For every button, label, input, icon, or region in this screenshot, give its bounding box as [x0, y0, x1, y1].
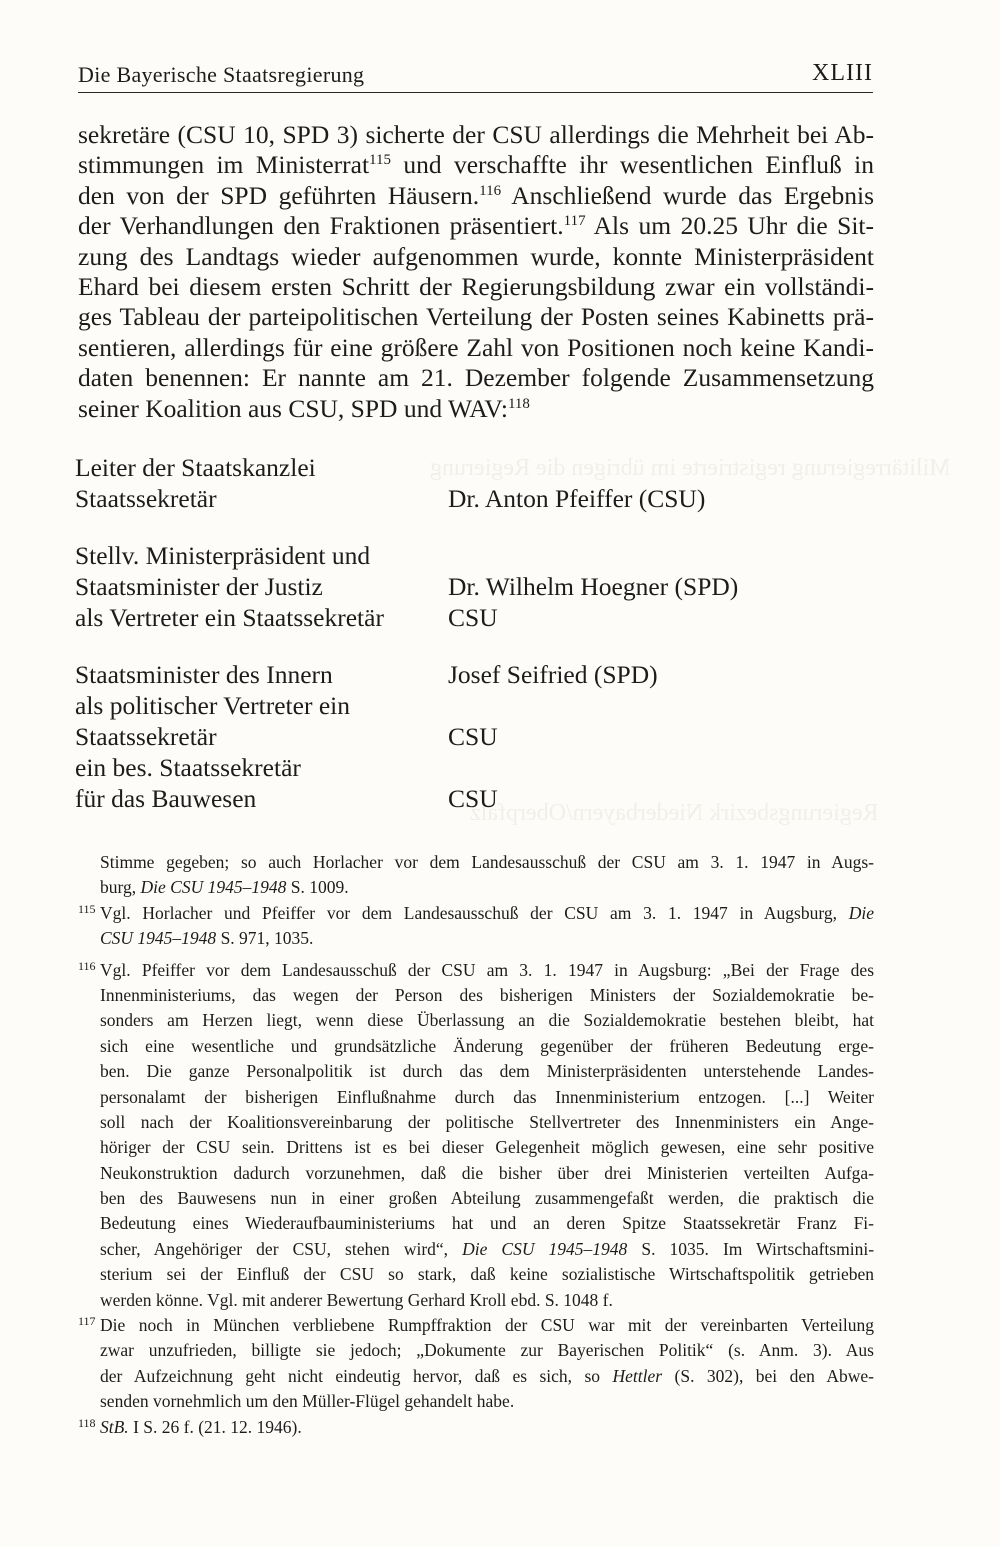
- footnote-ref[interactable]: 115: [369, 152, 391, 169]
- office-label: Staatsminister der Justiz: [75, 572, 323, 601]
- footnotes: [78, 850, 874, 1440]
- footnote-line: Bedeutung eines Wiederaufbauministeriums hat und an deren Spitze Staatssekretär Franz Fi-: [100, 1213, 874, 1234]
- office-label: Staatssekretär: [75, 484, 217, 513]
- office-holder: CSU: [448, 784, 498, 813]
- footnote-line: personalamt der bisherigen Einflußnahme durch das Innenministerium entzogen. [...] Weiter: [100, 1086, 874, 1107]
- body-line: sentieren, allerdings für eine größere Zahl von Positionen noch keine Kandi-: [78, 332, 874, 362]
- cabinet-row: [75, 659, 875, 690]
- footnote-ref[interactable]: 118: [507, 395, 530, 412]
- body-line: daten benennen: Er nannte am 21. Dezember folgende Zusammensetzung: [78, 363, 874, 393]
- footnote-line: werden könne. Vgl. mit anderer Bewertung Gerhard Kroll ebd. S. 1048 f.: [100, 1289, 613, 1310]
- footnote-line: scher, Angehöriger der CSU, stehen wird“, Die CSU 1945–1948 S. 1035. Im Wirtschaftsmini-: [100, 1238, 875, 1259]
- office-label: Stellv. Ministerpräsident und: [75, 541, 371, 570]
- footnote-line: sterium sei der Einfluß der CSU so stark, daß keine sozialistische Wirtschaftspolitik getrieben: [100, 1264, 874, 1285]
- running-head: [78, 58, 873, 93]
- office-label: Staatssekretär: [75, 722, 217, 751]
- cabinet-row: [75, 540, 875, 571]
- office-holder: Dr. Anton Pfeiffer (CSU): [448, 484, 706, 513]
- footnote-line: sonders am Herzen liegt, wenn diese Überlassung an die Sozialdemokratie bestehen bleibt, hat: [100, 1010, 874, 1031]
- cabinet-row: [75, 690, 875, 721]
- body-line: seiner Koalition aus CSU, SPD und WAV:$^{118}$: [78, 393, 530, 423]
- footnote-line: senden vornehmlich um den Müller-Flügel gehandelt habe.: [100, 1391, 515, 1412]
- footnote-number: 117: [78, 1314, 96, 1329]
- footnote-116: 116 Vgl. Pfeiffer vor dem Landesausschuß der CSU am 3. 1. 1947 in Augsburg: „Bei der Frage des: [78, 958, 874, 983]
- cabinet-list: [75, 452, 875, 840]
- bleed-through: Militärregierung registrierte im übrigen die Regierung: [430, 455, 951, 481]
- footnote-ref[interactable]: 117: [563, 213, 586, 230]
- footnote-line: sich eine wesentliche und grundsätzliche Änderung gegenüber der früheren Bedeutung erge-: [100, 1035, 874, 1056]
- cabinet-group-innern: [75, 659, 875, 814]
- cabinet-row: [75, 721, 875, 752]
- footnote-line: soll nach der Koalitionsvereinbarung der politische Stellvertreter des Innenministers ein Ange-: [100, 1111, 874, 1132]
- footnote-line: Neukonstruktion dadurch vorzunehmen, daß die bisher über drei Ministerien verteilten Aufga-: [100, 1162, 874, 1183]
- body-line: Ehard bei diesem ersten Schritt der Regierungsbildung zwar ein vollständi-: [78, 271, 874, 301]
- footnote-ref[interactable]: 116: [479, 182, 502, 199]
- footnote-line: der Aufzeichnung geht nicht eindeutig hervor, daß es sich, so Hettler (S. 302), bei den Abwe-: [100, 1365, 874, 1386]
- body-line: ges Tableau der parteipolitischen Verteilung der Posten seines Kabinetts prä-: [78, 302, 874, 332]
- office-label: Leiter der Staatskanzlei: [75, 453, 316, 482]
- body-line: den von der SPD geführten Häusern.$^{116}$ Anschließend wurde das Ergebnis: [78, 180, 875, 210]
- office-label: ein bes. Staatssekretär: [75, 753, 301, 782]
- cabinet-row: [75, 483, 875, 514]
- footnote-line: CSU 1945–1948 S. 971, 1035.: [100, 928, 314, 949]
- cabinet-row: [75, 452, 875, 483]
- footnote-118: 118 StB. I S. 26 f. (21. 12. 1946).: [78, 1415, 874, 1440]
- body-line: stimmungen im Ministerrat$^{115}$ und verschaffte ihr wesentlichen Einfluß in: [78, 150, 875, 180]
- footnote-117: 117 Die noch in München verbliebene Rumpffraktion der CSU war mit der vereinbarten Verteilung: [78, 1313, 874, 1338]
- office-label: für das Bauwesen: [75, 784, 257, 813]
- footnote-line: ben des Bauwesens nun in einer großen Abteilung zusammengefaßt werden, die praktisch die: [100, 1188, 874, 1209]
- cabinet-row: [75, 571, 875, 602]
- office-holder: Josef Seifried (SPD): [448, 660, 658, 689]
- footnote-number: 115: [78, 901, 96, 916]
- footnote-line: Innenministeriums, das wegen der Person des bisherigen Ministers der Sozialdemokratie be-: [100, 984, 874, 1005]
- footnote-number: 118: [78, 1415, 96, 1430]
- bleed-through: Regierungsbezirk Niederbayern/Oberpfalz: [470, 800, 879, 826]
- body-paragraph: [78, 120, 874, 424]
- footnote-115: 115 Vgl. Horlacher und Pfeiffer vor dem Landesausschuß der CSU am 3. 1. 1947 in Augsburg, Die: [78, 901, 874, 926]
- footnote-line: ben. Die ganze Personalpolitik ist durch das dem Ministerpräsidenten unterstehende Landes-: [100, 1061, 874, 1082]
- office-holder: Dr. Wilhelm Hoegner (SPD): [448, 572, 739, 601]
- office-holder: CSU: [448, 603, 498, 632]
- office-holder: CSU: [448, 722, 498, 751]
- cabinet-row: [75, 752, 875, 783]
- running-head-title: Die Bayerische Staatsregierung: [78, 62, 365, 87]
- page-number: XLIII: [812, 60, 873, 86]
- cabinet-row: [75, 602, 875, 633]
- office-label: als politischer Vertreter ein: [75, 691, 350, 720]
- cabinet-group-staatskanzlei: [75, 452, 875, 514]
- footnote-number: 116: [78, 958, 96, 973]
- footnote-line: zwar unzufrieden, billigte sie jedoch; „Dokumente zur Bayerischen Politik“ (s. Anm. 3). Aus: [100, 1340, 874, 1361]
- cabinet-group-justiz: [75, 540, 875, 633]
- office-label: Staatsminister des Innern: [75, 660, 333, 689]
- body-line: der Verhandlungen den Fraktionen präsentiert.$^{117}$ Als um 20.25 Uhr die Sit-: [78, 211, 874, 241]
- footnote-line: höriger der CSU sein. Drittens ist es bei dieser Gelegenheit möglich gewesen, eine sehr positive: [100, 1137, 874, 1158]
- body-line: zung des Landtags wieder aufgenommen wurde, konnte Ministerpräsident: [78, 241, 874, 271]
- office-label: als Vertreter ein Staatssekretär: [75, 603, 384, 632]
- footnote-line: burg, Die CSU 1945–1948 S. 1009.: [100, 877, 349, 898]
- footnote-line: Stimme gegeben; so auch Horlacher vor dem Landesausschuß der CSU am 3. 1. 1947 in Augs-: [100, 852, 874, 872]
- cabinet-row: [75, 783, 875, 814]
- body-line: sekretäre (CSU 10, SPD 3) sicherte der CSU allerdings die Mehrheit bei Ab-: [78, 120, 874, 149]
